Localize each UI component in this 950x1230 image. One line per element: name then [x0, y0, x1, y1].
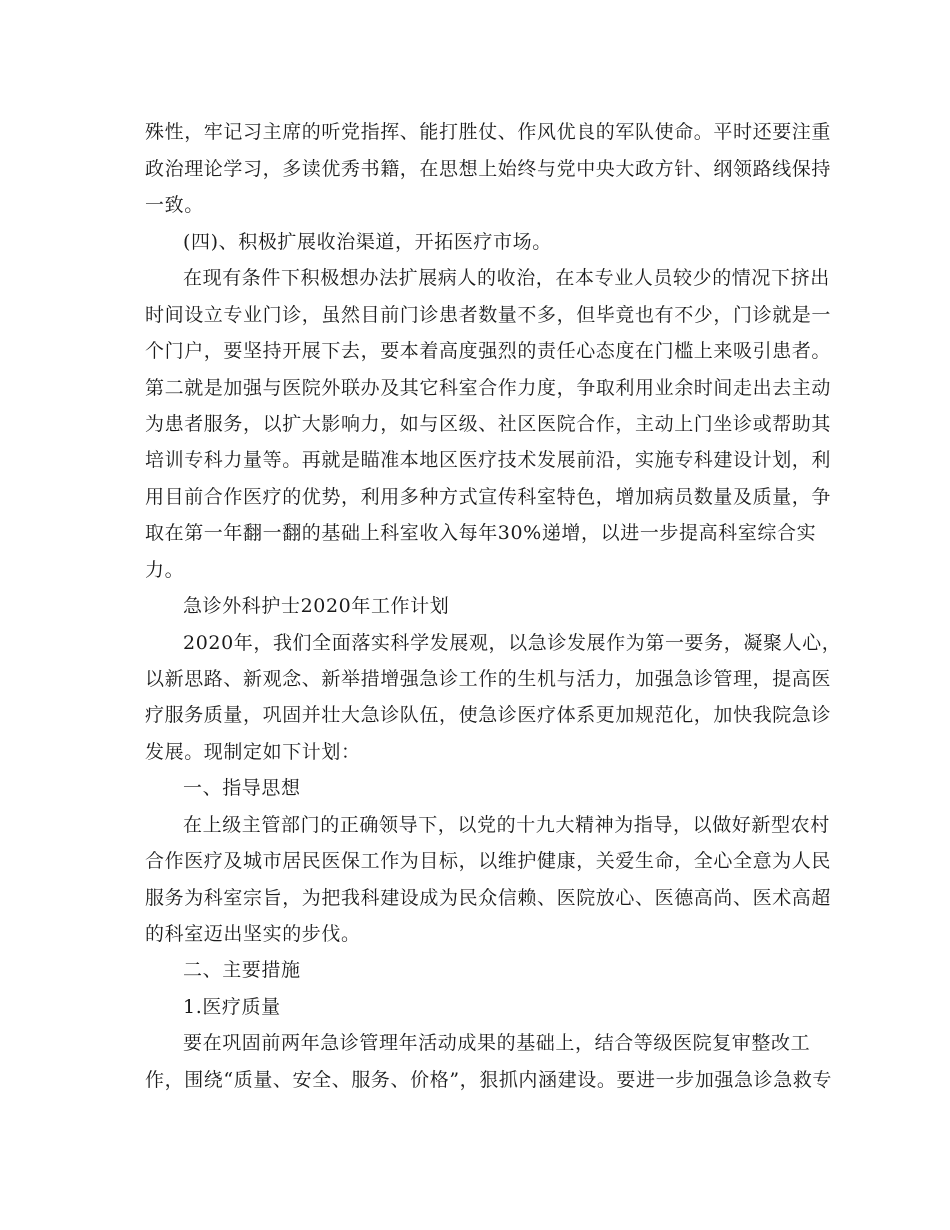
text-line: 用目前合作医疗的优势，利用多种方式宣传科室特色，增加病员数量及质量，争	[145, 486, 832, 508]
text-line: 培训专科力量等。再就是瞄准本地区医疗技术发展前沿，实施专科建设计划，利	[145, 449, 832, 471]
text-line: 疗服务质量，巩固并壮大急诊队伍，使急诊医疗体系更加规范化，加快我院急诊	[145, 704, 832, 726]
text-line: 在上级主管部门的正确领导下，以党的十九大精神为指导，以做好新型农村	[183, 814, 830, 836]
section-heading: 二、主要措施	[183, 959, 301, 981]
text-line: 政治理论学习，多读优秀书籍，在思想上始终与党中央大政方针、纲领路线保持	[145, 158, 832, 180]
text-line: 以新思路、新观念、新举措增强急诊工作的生机与活力，加强急诊管理，提高医	[145, 668, 832, 690]
subsection-heading: 1.医疗质量	[183, 996, 281, 1018]
document-title: 急诊外科护士2020年工作计划	[183, 595, 450, 617]
text-line: 合作医疗及城市居民医保工作为目标，以维护健康，关爱生命，全心全意为人民	[145, 850, 832, 872]
text-line: 个门户，要坚持开展下去，要本着高度强烈的责任心态度在门槛上来吸引患者。	[145, 340, 832, 362]
text-line: 作，围绕“质量、安全、服务、价格”，狠抓内涵建设。要进一步加强急诊急救专	[145, 1069, 833, 1091]
section-heading: (四)、积极扩展收治渠道，开拓医疗市场。	[183, 231, 552, 253]
section-heading: 一、指导思想	[183, 777, 301, 799]
text-line: 在现有条件下积极想办法扩展病人的收治，在本专业人员较少的情况下挤出	[183, 267, 830, 289]
text-line: 2020年，我们全面落实科学发展观，以急诊发展作为第一要务，凝聚人心，	[183, 632, 842, 654]
text-line: 发展。现制定如下计划：	[145, 741, 361, 763]
text-line: 要在巩固前两年急诊管理年活动成果的基础上，结合等级医院复审整改工	[183, 1032, 811, 1054]
text-line: 的科室迈出坚实的步伐。	[145, 923, 361, 945]
text-line: 第二就是加强与医院外联办及其它科室合作力度，争取利用业余时间走出去主动	[145, 377, 832, 399]
text-line: 时间设立专业门诊，虽然目前门诊患者数量不多，但毕竟也有不少，门诊就是一	[145, 304, 832, 326]
text-line: 取在第一年翻一翻的基础上科室收入每年30%递增，以进一步提高科室综合实	[145, 522, 817, 544]
text-line: 力。	[145, 559, 185, 581]
text-line: 服务为科室宗旨，为把我科建设成为民众信赖、医院放心、医德高尚、医术高超	[145, 887, 832, 909]
text-line: 一致。	[145, 194, 204, 216]
text-line: 为患者服务，以扩大影响力，如与区级、社区医院合作，主动上门坐诊或帮助其	[145, 413, 832, 435]
text-line: 殊性，牢记习主席的听党指挥、能打胜仗、作风优良的军队使命。平时还要注重	[145, 121, 832, 143]
